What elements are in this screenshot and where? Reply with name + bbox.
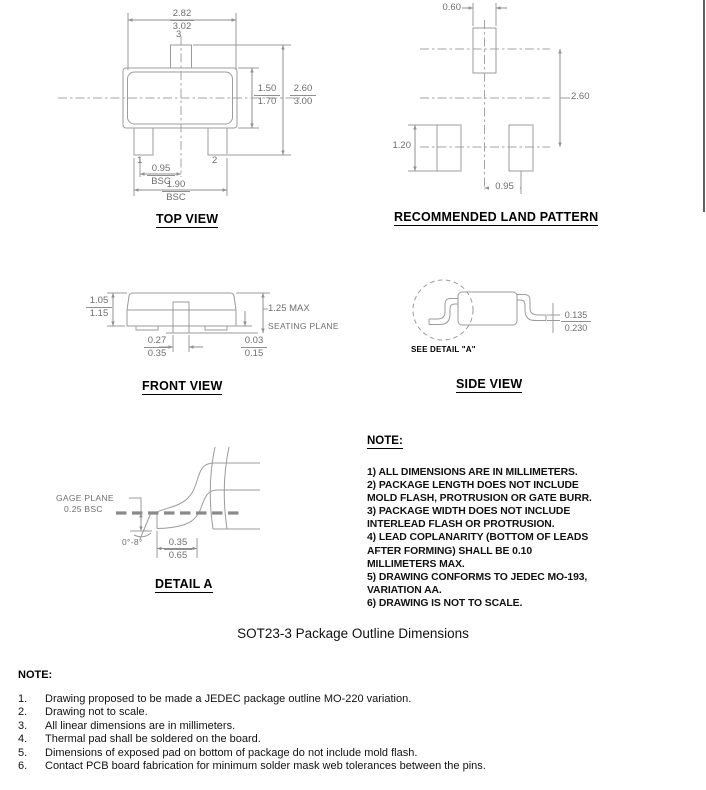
list-item-text: Drawing proposed to be made a JEDEC package outline MO-220 variation. [45,693,412,705]
land-pattern-linework [408,0,704,212]
dim-pin-span: 1.90 BSC [162,180,190,203]
lead-angle-value: 0°-8° [122,537,143,547]
list-item [18,706,690,719]
pin-3-label: 3 [176,29,182,40]
dim-pad-width: 0.60 [442,2,461,13]
dim-lead-thickness: 0.135 0.230 [561,310,591,333]
dim-body-thickness: 1.05 1.15 [86,296,112,319]
drawing-notes-heading: NOTE: [367,435,403,447]
dim-pad-vertical-pitch: 2.60 [571,91,590,102]
dim-pad-pitch: 0.95 [489,182,520,192]
list-item-text: Drawing not to scale. [45,706,148,719]
dim-lead-width: 0.27 0.35 [144,336,170,359]
list-item [18,733,690,746]
side-view-linework [413,280,560,340]
list-item [18,720,690,733]
land-pattern-label: RECOMMENDED LAND PATTERN [394,210,599,224]
list-item-number: 6. [18,760,28,773]
pin-2-label: 2 [212,155,218,166]
note-line: 6) DRAWING IS NOT TO SCALE. [367,597,523,609]
list-item-text: Dimensions of exposed pad on bottom of package do not include mold flash. [45,746,418,759]
list-item-number: 2. [18,706,28,719]
seating-plane-label: SEATING PLANE [268,321,339,331]
dim-body-width: 1.50 1.70 [254,84,280,107]
list-item-text: Thermal pad shall be soldered on the board. [45,733,261,746]
dim-standoff: 0.03 0.15 [241,336,267,359]
dim-overall-width: 2.60 3.00 [290,84,316,107]
list-item-number: 3. [18,719,28,732]
note-line: 3) PACKAGE WIDTH DOES NOT INCLUDE [367,506,571,518]
dim-pad-height: 1.20 [392,140,411,151]
detail-a-label: DETAIL A [155,577,213,591]
note-line: 1) ALL DIMENSIONS ARE IN MILLIMETERS. [367,467,578,478]
list-item [18,760,690,773]
dim-foot-length: 0.35 0.65 [164,538,192,561]
note-line: 2) PACKAGE LENGTH DOES NOT INCLUDE [367,480,579,492]
side-view-label: SIDE VIEW [456,377,523,391]
note-line: MILLIMETERS MAX. [367,558,465,570]
list-item-number: 1. [18,693,28,705]
list-item [18,747,690,760]
list-item-number: 4. [18,733,28,746]
gage-offset-value: 0.25 BSC [64,504,103,514]
list-item [18,693,690,706]
dim-pin-pitch: 0.95 BSC [147,164,175,187]
note-line: INTERLEAD FLASH OR PROTRUSION. [367,519,555,531]
see-detail-a-label: SEE DETAIL "A" [411,345,476,354]
note-line: 4) LEAD COPLANARITY (BOTTOM OF LEADS [367,532,589,544]
page-notes [18,669,690,773]
note-line: AFTER FORMING) SHALL BE 0.10 [367,545,533,557]
note-line: 5) DRAWING CONFORMS TO JEDEC MO-193, [367,571,588,583]
page-notes-list [18,693,690,773]
dim-overall-height: 1.25 MAX [268,303,310,314]
dim-top-width: 2.82 3.02 [170,9,194,32]
gage-plane-label: GAGE PLANE [56,493,114,503]
note-line: VARIATION AA. [367,584,442,596]
figure-caption: SOT23-3 Package Outline Dimensions [237,626,469,641]
front-view-label: FRONT VIEW [142,379,223,393]
drawing-notes [367,431,702,610]
list-item-text: All linear dimensions are in millimeters. [45,719,236,732]
drawing-notes-lines [367,466,702,610]
list-item-number: 5. [18,746,28,759]
list-item-text: Contact PCB board fabrication for minimum solder mask web tolerances between the pins. [45,760,486,773]
top-view-label: TOP VIEW [156,212,219,226]
note-line: MOLD FLASH, PROTRUSION OR GATE BURR. [367,493,592,505]
page-notes-heading: NOTE: [18,669,53,681]
pin-1-label: 1 [137,155,143,166]
